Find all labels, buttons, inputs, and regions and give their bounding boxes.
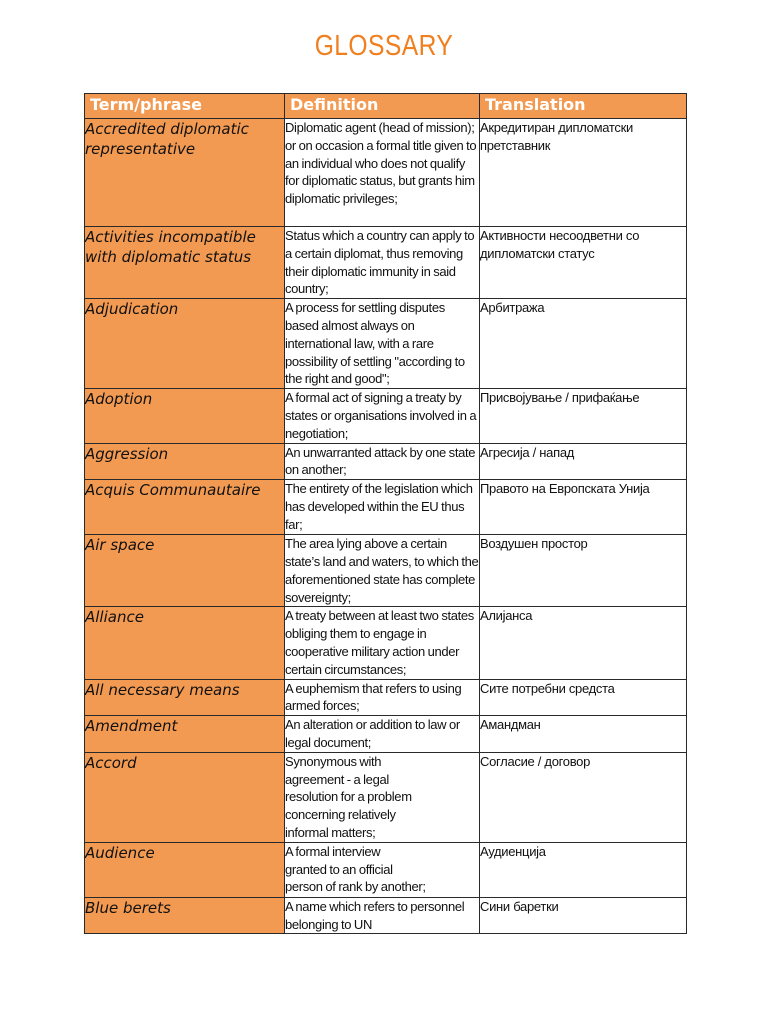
term-cell (85, 607, 285, 679)
term-cell (85, 679, 285, 716)
term-cell (85, 443, 285, 480)
translation-text: Присвојување / прифаќање (480, 390, 640, 406)
definition-cell (285, 119, 480, 227)
definition-text: An unwarranted attack by one state on another; (285, 444, 476, 478)
translation-cell (480, 679, 687, 716)
table-row (85, 897, 687, 934)
table-row (85, 842, 687, 897)
table-row (85, 443, 687, 480)
column-header-term: Term/phrase (85, 94, 285, 119)
term-cell (85, 897, 285, 934)
definition-text: A treaty between at least two states obliging them to engage in cooperative military action under certain circumstances; (285, 608, 474, 677)
translation-text: Арбитража (480, 300, 545, 316)
table-row (85, 119, 687, 227)
term-cell (85, 119, 285, 227)
term-text: Acquis Communautaire (85, 481, 261, 500)
translation-cell (480, 480, 687, 535)
term-cell (85, 299, 285, 389)
translation-cell (480, 897, 687, 934)
term-cell (85, 842, 285, 897)
translation-cell (480, 389, 687, 443)
term-text: Amendment (85, 717, 178, 736)
translation-text: Воздушен простор (480, 536, 588, 552)
term-cell (85, 227, 285, 299)
definition-cell (285, 679, 480, 716)
definition-cell (285, 716, 480, 753)
term-text: Air space (85, 536, 155, 555)
translation-cell (480, 607, 687, 679)
table-row (85, 607, 687, 679)
table-row (85, 480, 687, 535)
translation-cell (480, 535, 687, 607)
definition-text: The entirety of the legislation which has developed within the EU thus far; (285, 481, 473, 532)
translation-text: Активности несоодветни со дипломатски статус (480, 228, 640, 261)
translation-cell (480, 227, 687, 299)
term-text: Adjudication (85, 300, 179, 319)
term-text: Adoption (85, 390, 153, 409)
translation-cell (480, 752, 687, 842)
definition-text: Diplomatic agent (head of mission); or on occasion a formal title given to an individual who does not qualify for diplomatic status, but grants him diplomatic privileges; (285, 120, 477, 207)
table-row (85, 535, 687, 607)
translation-cell (480, 842, 687, 897)
definition-text: Synonymous with agreement - a legal resolution for a problem concerning relatively informal matters; (285, 753, 412, 840)
translation-text: Согласие / договор (480, 753, 591, 769)
definition-cell (285, 607, 480, 679)
translation-cell (480, 443, 687, 480)
table-row (85, 716, 687, 753)
definition-text: An alteration or addition to law or legal document; (285, 717, 460, 750)
definition-text: A formal act of signing a treaty by states or organisations involved in a negotiation; (285, 390, 477, 441)
table-header-row (85, 94, 687, 119)
definition-cell (285, 389, 480, 443)
table-row (85, 299, 687, 389)
term-cell (85, 752, 285, 842)
translation-cell (480, 299, 687, 389)
translation-cell (480, 716, 687, 753)
term-text: Accredited diplomatic representative (85, 120, 249, 158)
term-cell (85, 535, 285, 607)
definition-cell (285, 480, 480, 535)
glossary-table (84, 93, 687, 934)
table-row (85, 389, 687, 443)
definition-cell (285, 443, 480, 480)
term-cell (85, 480, 285, 535)
term-cell (85, 716, 285, 753)
translation-text: Сини баретки (480, 898, 559, 914)
translation-text: Агресија / напад (480, 444, 575, 460)
term-text: Accord (85, 753, 137, 772)
term-text: Activities incompatible with diplomatic status (85, 228, 256, 266)
definition-text: Status which a country can apply to a certain diplomat, thus removing their diplomatic immunity in said country; (285, 228, 475, 297)
definition-cell (285, 227, 480, 299)
definition-text: A name which refers to personnel belonging to UN (285, 898, 465, 932)
column-header-translation: Translation (480, 94, 687, 119)
translation-text: Алијанса (480, 608, 533, 624)
term-text: Blue berets (85, 898, 171, 917)
definition-cell (285, 842, 480, 897)
definition-text: The area lying above a certain state’s land and waters, to which the aforementioned state has complete sovereignty; (285, 536, 479, 605)
term-text: Alliance (85, 608, 144, 627)
definition-cell (285, 535, 480, 607)
translation-text: Сите потребни средста (480, 680, 615, 696)
translation-text: Амандман (480, 717, 541, 733)
definition-cell (285, 299, 480, 389)
term-text: All necessary means (85, 680, 240, 699)
translation-text: Аудиенција (480, 843, 546, 859)
translation-text: Акредитиран дипломатски претставник (480, 120, 633, 153)
definition-text: A process for settling disputes based almost always on international law, with a rare possibility of settling "according to the right and good"; (285, 300, 465, 387)
term-text: Audience (85, 843, 155, 862)
definition-text: A formal interview granted to an official person of rank by another; (285, 843, 426, 895)
definition-text: A euphemism that refers to using armed forces; (285, 680, 462, 714)
term-text: Aggression (85, 444, 169, 463)
table-row (85, 227, 687, 299)
page-title: GLOSSARY (314, 30, 454, 62)
translation-text: Правото на Европската Унија (480, 481, 650, 497)
table-row (85, 752, 687, 842)
translation-cell (480, 119, 687, 227)
table-row (85, 679, 687, 716)
definition-cell (285, 897, 480, 934)
definition-cell (285, 752, 480, 842)
column-header-definition: Definition (285, 94, 480, 119)
term-cell (85, 389, 285, 443)
